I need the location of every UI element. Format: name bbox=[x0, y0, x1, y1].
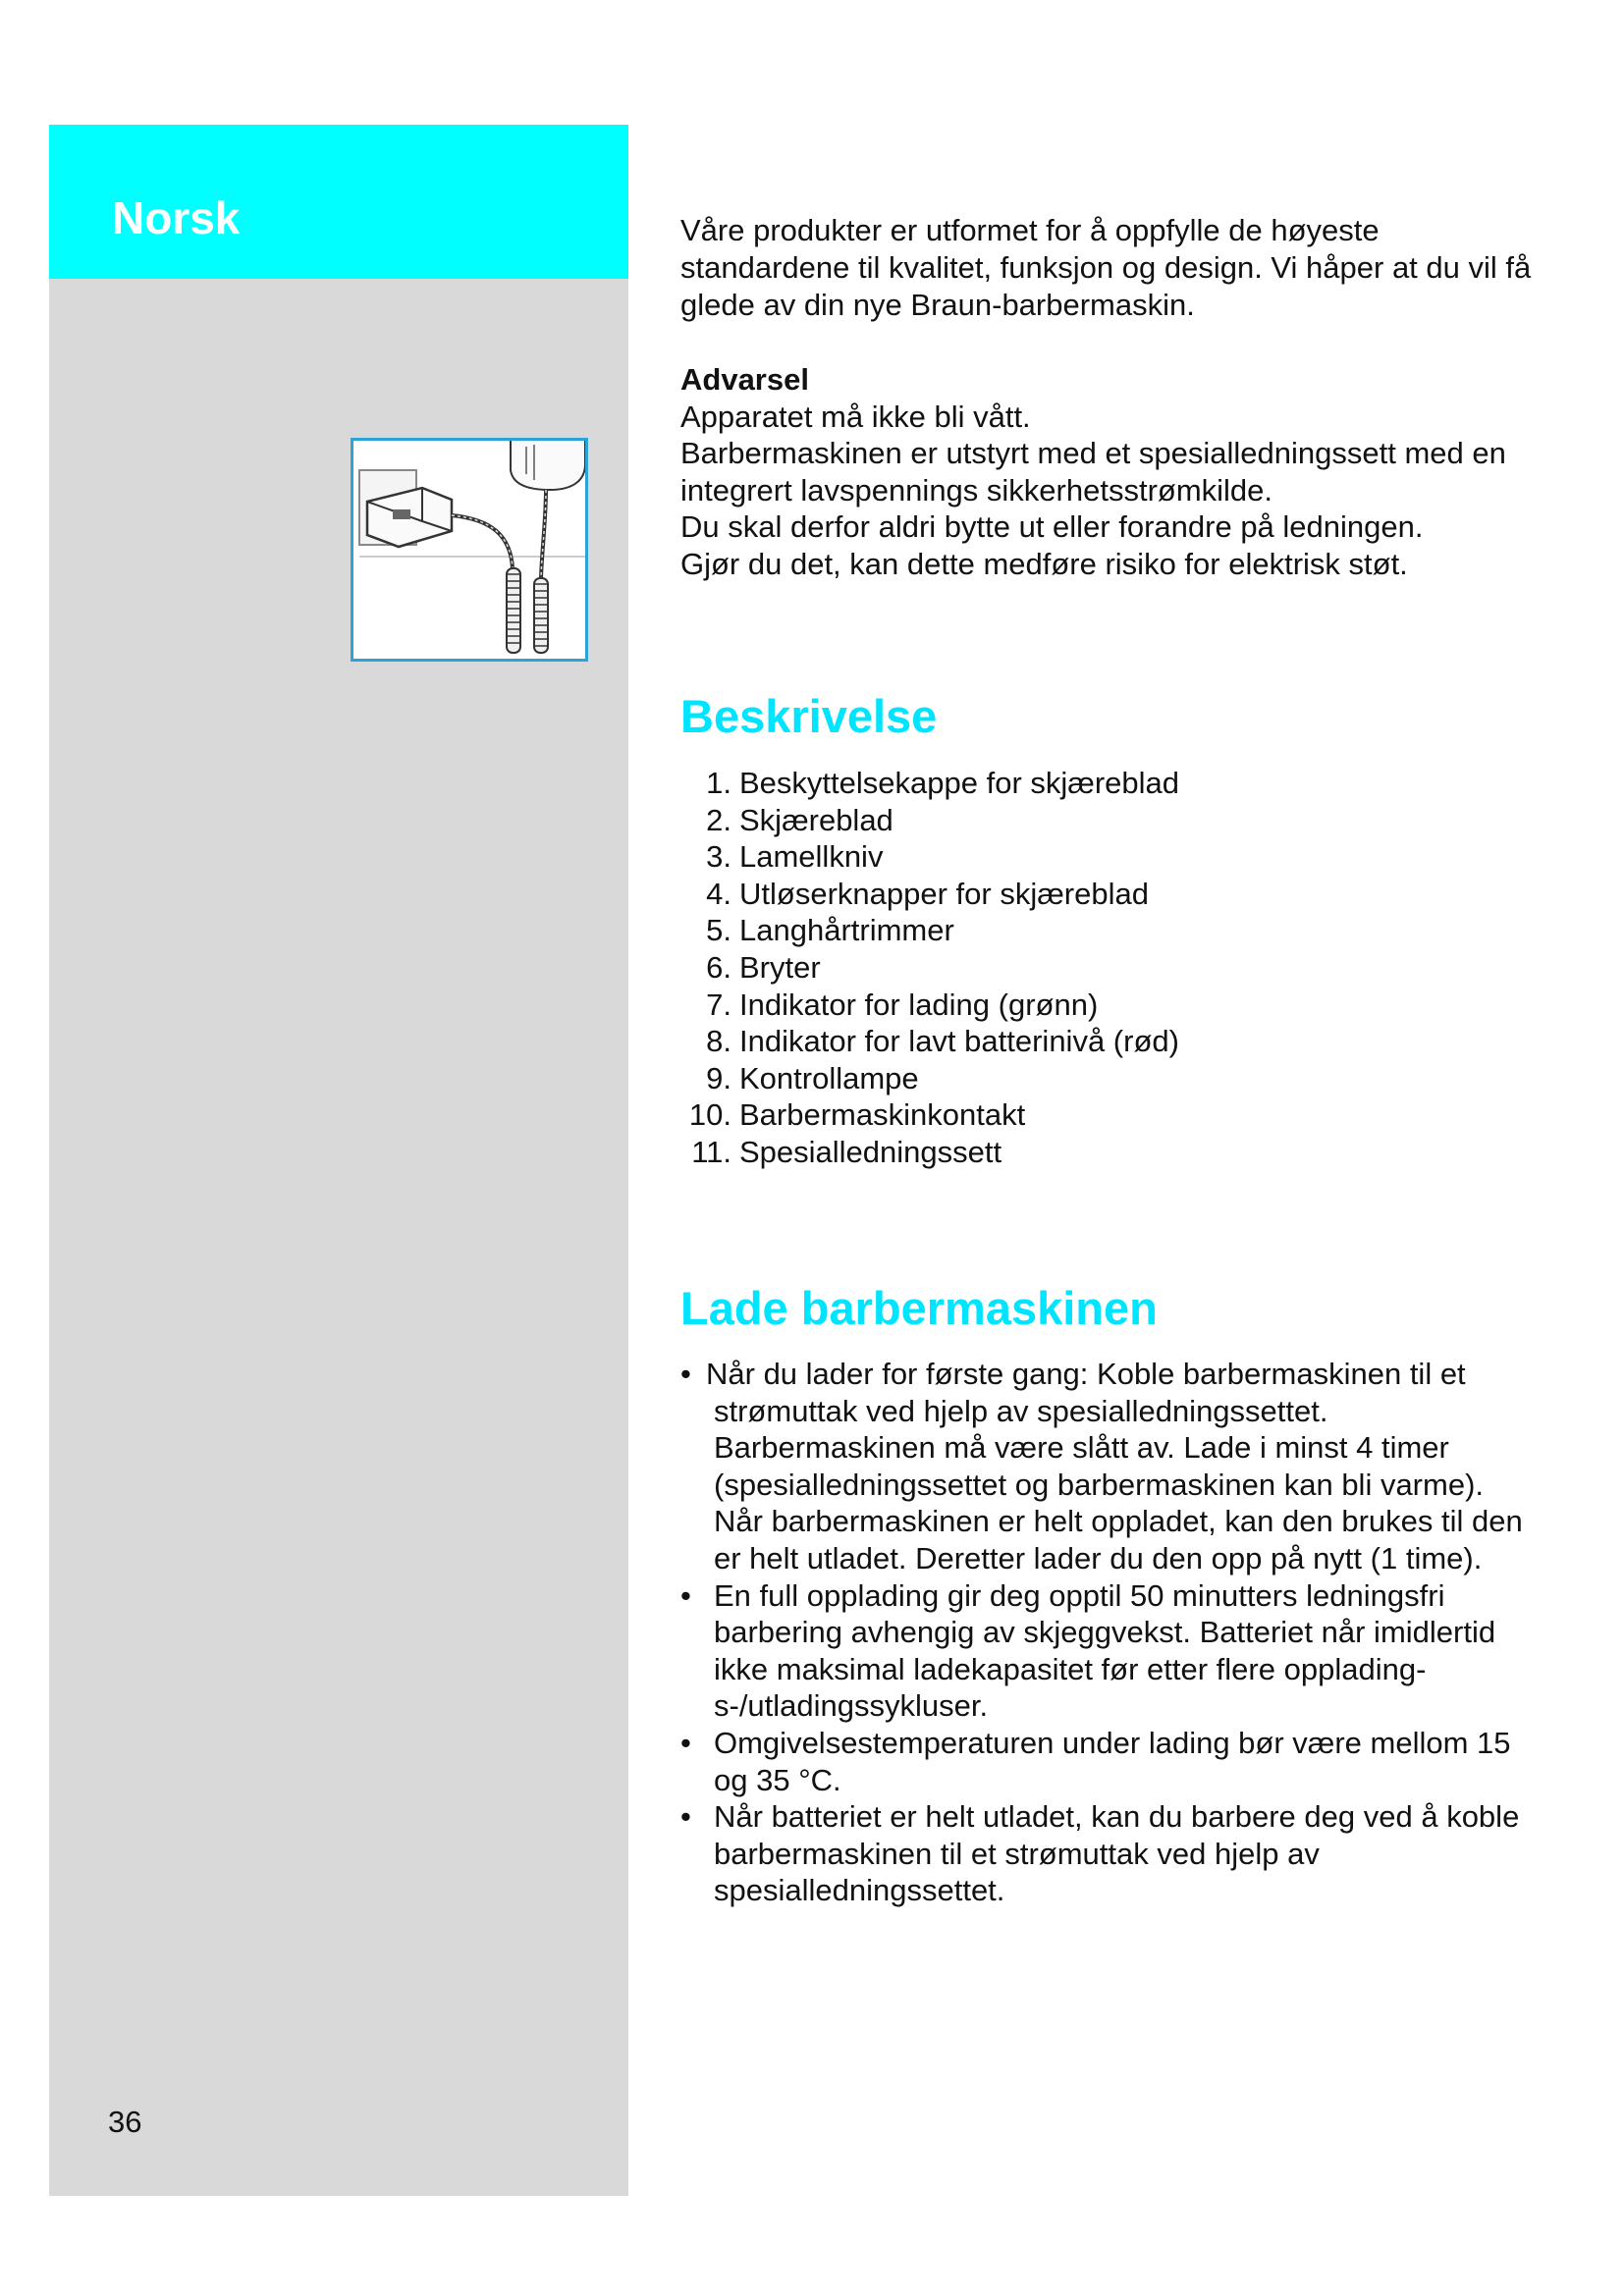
list-item: • En full opplading gir deg opptil 50 minutters ledningsfri barbering avhengig av skjeggvekst. Batteriet når imidlertid ikke maksimal ladekapasitet før etter flere oppladings-/utladingssykluser. bbox=[680, 1577, 1496, 1724]
warning-block bbox=[680, 361, 1535, 582]
plug-illustration bbox=[351, 438, 588, 662]
list-item: • Når du lader for første gang: Koble barbermaskinen til et strømuttak ved hjelp av spesialledningssettet. Barbermaskinen må være slått av. Lade i minst 4 timer (spesialledningssettet og barbermaskinen kan bli varme). Når barbermaskinen er helt oppladet, kan den brukes til den er helt utladet. Deretter lader du den opp på nytt (1 time). bbox=[680, 1357, 1523, 1575]
list-item: • Omgivelsestemperaturen under lading bør være mellom 15 og 35 °C. bbox=[680, 1725, 1511, 1797]
warning-line: Du skal derfor aldri bytte ut eller forandre på ledningen. bbox=[680, 509, 1424, 544]
list-item: 9. Kontrollampe bbox=[706, 1060, 919, 1095]
list-item: 8. Indikator for lavt batterinivå (rød) bbox=[706, 1024, 1179, 1059]
warning-line: Apparatet må ikke bli vått. bbox=[680, 399, 1031, 434]
description-heading: Beskrivelse bbox=[680, 690, 938, 742]
language-title: Norsk bbox=[112, 192, 241, 243]
plug-cord-icon bbox=[353, 441, 585, 659]
list-item: 4. Utløserknapper for skjæreblad bbox=[706, 876, 1149, 911]
list-item: 5. Langhårtrimmer bbox=[706, 913, 954, 948]
warning-line: Barbermaskinen er utstyrt med et spesialledningssett med en integrert lavspennings sikkerhetsstrømkilde. bbox=[680, 436, 1506, 507]
sidebar-panel bbox=[49, 125, 628, 2196]
page-number: 36 bbox=[108, 2105, 142, 2139]
parts-list bbox=[680, 765, 1535, 1171]
warning-line: Gjør du det, kan dette medføre risiko for elektrisk støt. bbox=[680, 546, 1408, 581]
list-item: • Når batteriet er helt utladet, kan du barbere deg ved å koble barbermaskinen til et strømuttak ved hjelp av spesialledningssettet. bbox=[680, 1799, 1520, 1908]
charging-list bbox=[680, 1356, 1525, 1909]
list-item: 3. Lamellkniv bbox=[706, 839, 884, 875]
intro-paragraph: Våre produkter er utformet for å oppfylle de høyeste standardene til kvalitet, funksjon og design. Vi håper at du vil få glede av din nye Braun-barbermaskin. bbox=[680, 213, 1532, 322]
list-item: 2. Skjæreblad bbox=[706, 802, 893, 837]
warning-title: Advarsel bbox=[680, 362, 809, 397]
list-item: 7. Indikator for lading (grønn) bbox=[706, 987, 1099, 1022]
list-item: 1. Beskyttelsekappe for skjæreblad bbox=[706, 766, 1180, 800]
list-item: 11. Spesialledningssett bbox=[691, 1134, 1002, 1169]
charging-heading: Lade barbermaskinen bbox=[680, 1282, 1158, 1334]
list-item: 6. Bryter bbox=[706, 949, 821, 985]
language-band bbox=[49, 125, 628, 279]
list-item: 10. Barbermaskinkontakt bbox=[688, 1097, 1026, 1133]
